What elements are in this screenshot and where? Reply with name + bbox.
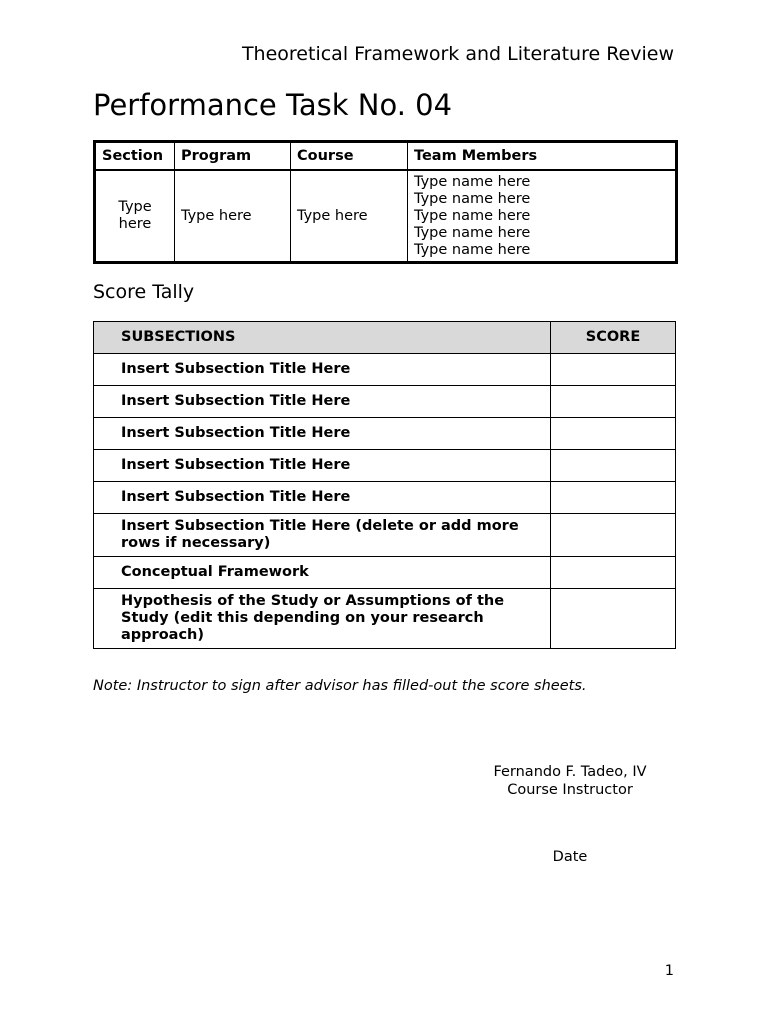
score-header: SCORE [551,322,676,354]
score-cell[interactable] [551,482,676,514]
course-cell[interactable]: Type here [291,170,408,263]
team-member-name[interactable]: Type name here [414,241,531,258]
course-header: Course [291,142,408,171]
header-title: Theoretical Framework and Literature Review [241,43,674,65]
score-cell[interactable] [551,589,676,649]
signature-block [470,763,670,799]
team-member-name[interactable]: Type name here [414,224,531,241]
score-row [94,386,676,418]
instructor-name: Fernando F. Tadeo, IV [493,764,647,780]
score-cell[interactable] [551,386,676,418]
score-cell[interactable] [551,557,676,589]
page-number: 1 [664,963,674,979]
subsection-title[interactable]: Insert Subsection Title Here [94,482,551,514]
score-row [94,450,676,482]
info-table [93,140,678,264]
info-table-header-row [95,142,677,171]
score-row [94,557,676,589]
team-member-name[interactable]: Type name here [414,207,531,224]
subsection-title[interactable]: Insert Subsection Title Here [94,418,551,450]
score-row [94,354,676,386]
score-tally-table [93,321,676,649]
score-cell[interactable] [551,450,676,482]
score-row [94,482,676,514]
instructor-note: Note: Instructor to sign after advisor has filled-out the score sheets. [93,678,587,694]
score-cell[interactable] [551,514,676,557]
program-cell[interactable]: Type here [175,170,291,263]
instructor-role: Course Instructor [507,782,633,798]
score-cell[interactable] [551,354,676,386]
score-row [94,418,676,450]
document-title: Performance Task No. 04 [93,88,453,122]
section-cell[interactable]: Type here [95,170,175,263]
date-label: Date [552,849,588,865]
score-row [94,589,676,649]
subsection-title[interactable]: Insert Subsection Title Here (delete or add more rows if necessary) [94,514,551,557]
subsection-title[interactable]: Hypothesis of the Study or Assumptions of the Study (edit this depending on your research approach) [94,589,551,649]
subsections-header: SUBSECTIONS [94,322,551,354]
team-members-header: Team Members [408,142,677,171]
score-cell[interactable] [551,418,676,450]
score-tally-heading: Score Tally [93,281,195,303]
subsection-title[interactable]: Insert Subsection Title Here [94,386,551,418]
subsection-title[interactable]: Insert Subsection Title Here [94,354,551,386]
score-row [94,514,676,557]
score-table-header-row [94,322,676,354]
subsection-title[interactable]: Insert Subsection Title Here [94,450,551,482]
section-header: Section [95,142,175,171]
team-member-name[interactable]: Type name here [414,173,531,190]
subsection-title[interactable]: Conceptual Framework [94,557,551,589]
info-table-row [95,170,677,263]
team-member-name[interactable]: Type name here [414,190,531,207]
team-members-cell[interactable] [408,170,677,263]
program-header: Program [175,142,291,171]
